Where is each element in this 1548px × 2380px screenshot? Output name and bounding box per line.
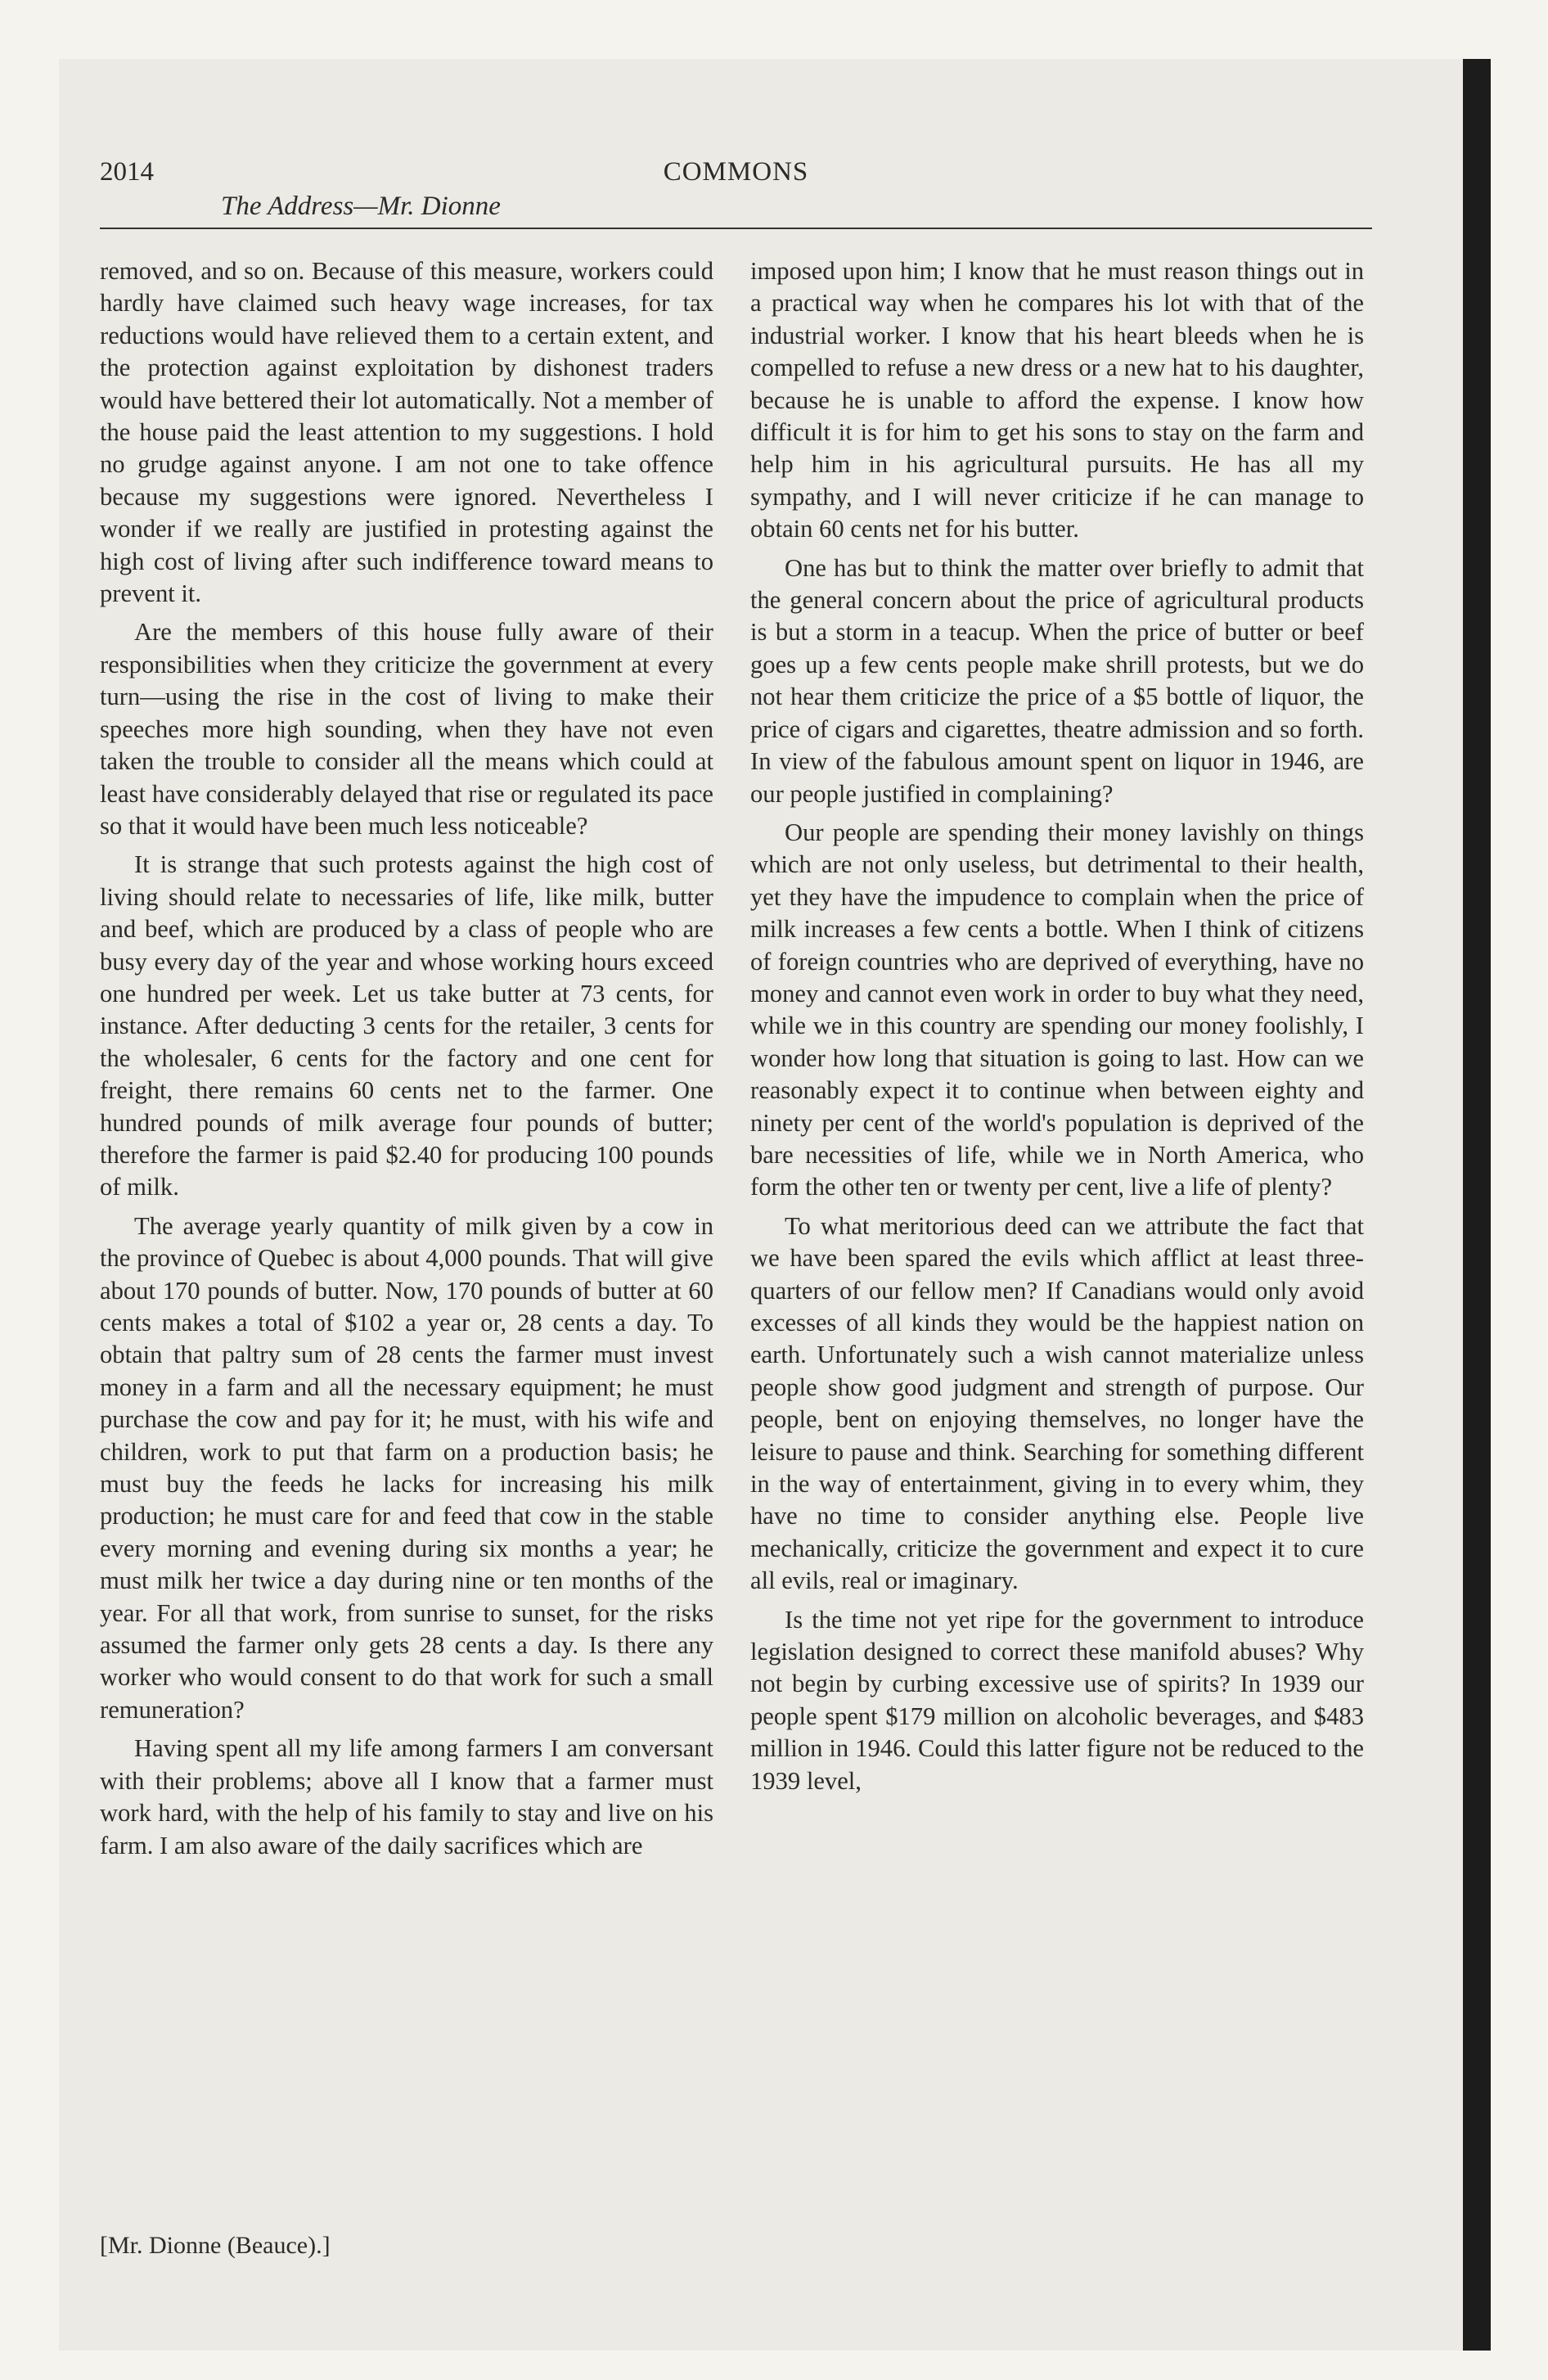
paragraph: Our people are spending their money lavishly on things which are not only useless, but detrimental to their health, yet they have the impudence to complain when the price of milk increases a few cents a bottle. When I think of citizens of foreign countries who are deprived of everything, have no money and cannot even work in order to buy what they need, while we in this country are spending our money foolishly, I wonder how long that situation is going to last. How can we reasonably expect it to continue when between eighty and ninety per cent of the world's population is deprived of the bare necessities of life, while we in North America, who form the other ten or twenty per cent, live a life of plenty? xyxy=(750,818,1364,1201)
right-column xyxy=(750,255,1364,1797)
paragraph: Is the time not yet ripe for the government to introduce legislation designed to correct these manifold abuses? Why not begin by curbing excessive use of spirits? In 1939 our people spent $179 million on alcoholic beverages, and $483 million in 1946. Could this latter figure not be reduced to the 1939 level, xyxy=(750,1605,1364,1795)
paragraph: One has but to think the matter over briefly to admit that the general concern about the price of agricultural products is but a storm in a teacup. When the price of butter or beef goes up a few cents people make shrill protests, but we do not hear them criticize the price of a $5 bottle of liquor, the price of cigars and cigarettes, theatre admission and so forth. In view of the fabulous amount spent on liquor in 1946, are our people justified in complaining? xyxy=(750,553,1364,808)
page-header xyxy=(100,147,1372,229)
page-number: 2014 xyxy=(100,157,154,187)
paragraph: The average yearly quantity of milk given by a cow in the province of Quebec is about 4,000 pounds. That will give about 170 pounds of butter. Now, 170 pounds of butter at 60 cents makes a total of $102 a year or, 28 cents a day. To obtain that paltry sum of 28 cents the farmer must invest money in a farm and all the necessary equipment; he must purchase the cow and pay for it; he must, with his wife and children, work to put that farm on a production basis; he must buy the feeds he lacks for increasing his milk production; he must care for and feed that cow in the stable every morning and evening during six months a year; he must milk her twice a day during nine or ten months of the year. For all that work, from sunrise to sunset, for the risks assumed the farmer only gets 28 cents a day. Is there any worker who would consent to do that work for such a small remuneration? xyxy=(100,1211,713,1724)
paragraph: removed, and so on. Because of this measure, workers could hardly have claimed such heavy wage increases, for tax reductions would have relieved them to a certain extent, and the protection against exploitation by dishonest traders would have bettered their lot automatically. Not a member of the house paid the least attention to my suggestions. I hold no grudge against anyone. I am not one to take offence because my suggestions were ignored. Nevertheless I wonder if we really are justified in protesting against the high cost of living after such indifference toward means to prevent it. xyxy=(100,257,713,608)
scan-edge-shadow xyxy=(1463,59,1491,2351)
running-head: The Address—Mr. Dionne xyxy=(221,192,501,221)
left-column xyxy=(100,255,713,1862)
paragraph: Are the members of this house fully aware of their responsibilities when they criticize the government at every turn—using the rise in the cost of living to make their speeches more high sounding, when they have not even taken the trouble to consider all the means which could at least have considerably delayed that rise or regulated its pace so that it would have been much less noticeable? xyxy=(100,618,713,840)
chamber-title: COMMONS xyxy=(663,157,809,187)
paragraph: It is strange that such protests against the high cost of living should relate to necessaries of life, like milk, butter and beef, which are produced by a class of people who are busy every day of the year and whose working hours exceed one hundred per week. Let us take butter at 73 cents, for instance. After deducting 3 cents for the retailer, 3 cents for the wholesaler, 6 cents for the factory and one cent for freight, there remains 60 cents net to the farmer. One hundred pounds of milk average four pounds of butter; therefore the farmer is paid $2.40 for producing 100 pounds of milk. xyxy=(100,850,713,1201)
paragraph: Having spent all my life among farmers I am conversant with their problems; above all I know that a farmer must work hard, with the help of his family to stay and live on his farm. I am also aware of the daily sacrifices which are xyxy=(100,1734,713,1859)
paragraph: imposed upon him; I know that he must reason things out in a practical way when he compares his lot with that of the industrial worker. I know that his heart bleeds when he is compelled to refuse a new dress or a new hat to his daughter, because he is unable to afford the expense. I know how difficult it is for him to get his sons to stay on the farm and help him in his agricultural pursuits. He has all my sympathy, and I will never criticize if he can manage to obtain 60 cents net for his butter. xyxy=(750,257,1364,543)
speaker-tag: [Mr. Dionne (Beauce).] xyxy=(100,2232,331,2259)
paragraph: To what meritorious deed can we attribute the fact that we have been spared the evils which afflict at least three-quarters of our fellow men? If Canadians would only avoid excesses of all kinds they would be the happiest nation on earth. Unfortunately such a wish cannot materialize unless people show good judgment and strength of purpose. Our people, bent on enjoying themselves, no longer have the leisure to pause and think. Searching for something different in the way of entertainment, giving in to every whim, they have no time to consider anything else. People live mechanically, criticize the government and expect it to cure all evils, real or imaginary. xyxy=(750,1211,1364,1595)
hansard-page xyxy=(100,147,1372,2308)
